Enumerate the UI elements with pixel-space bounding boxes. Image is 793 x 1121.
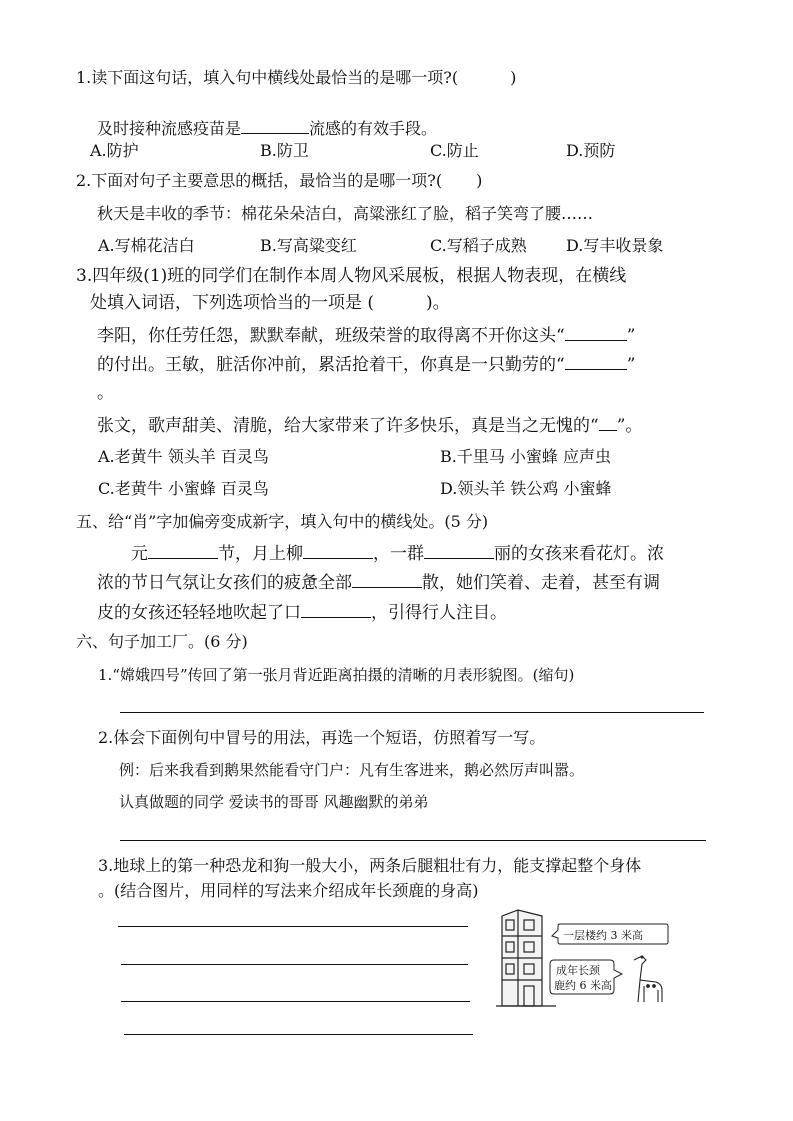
sec5-blank-2[interactable] [303, 542, 373, 559]
q3-blank-2[interactable] [565, 353, 627, 370]
sec5-l3-text-0: 皮的女孩还轻轻地吹起了口 [97, 603, 301, 623]
q1-paren-close: ) [510, 68, 517, 87]
q2-option-d[interactable]: D.写丰收景象 [566, 236, 664, 255]
sec6-q2-phrases: 认真做题的同学 爱读书的哥哥 风趣幽默的弟弟 [119, 793, 429, 811]
sec6-q2-answer-line[interactable] [120, 840, 706, 841]
sec5-line3 [97, 601, 507, 623]
sec5-l1-text-3: 丽的女孩来看花灯。浓 [494, 544, 664, 564]
q3-blank-3[interactable] [599, 414, 617, 431]
q1-option-c[interactable]: C.防止 [430, 141, 479, 160]
sec6-q3-answer-line-3[interactable] [121, 1001, 470, 1002]
q1-option-b[interactable]: B.防卫 [260, 141, 309, 160]
q3-line2-b: ” [626, 355, 636, 375]
q1-sentence-b: 流感的有效手段。 [309, 119, 438, 138]
q3-stem-2b: )。 [426, 293, 450, 313]
sec6-q3-line2: 。(结合图片，用同样的写法来介绍成年长颈鹿的身高) [98, 881, 479, 900]
sec5-title: 五、给“肖”字加偏旁变成新字，填入句中的横线处。(5 分) [76, 512, 489, 531]
sec5-blank-5[interactable] [301, 601, 371, 618]
sec6-q1-answer-line[interactable] [120, 712, 704, 713]
q3-stem-2a: 处填入词语，下列选项恰当的一项是 ( [90, 293, 375, 313]
q3-blank-1[interactable] [565, 324, 627, 341]
q2-stem-text: 2.下面对句子主要意思的概括，最恰当的是哪一项?( [76, 171, 443, 190]
q2-option-c[interactable]: C.写稻子成熟 [430, 236, 527, 255]
q3-stem-line2 [90, 293, 450, 313]
q3-line1 [97, 324, 635, 346]
q3-stem-line1: 3.四年级(1)班的同学们在制作本周人物风采展板，根据人物表现，在横线 [76, 266, 627, 286]
q1-sentence [97, 117, 437, 139]
q3-line2-a: 的付出。王敏，脏活你冲前，累活抢着干，你真是一只勤劳的“ [97, 355, 565, 375]
q1-option-d[interactable]: D.预防 [566, 141, 616, 160]
sec5-l1-text-1: 节，月上柳 [218, 544, 303, 564]
fig-label-1: 一层楼约 3 米高 [563, 929, 643, 942]
q3-option-b[interactable]: B.千里马 小蜜蜂 应声虫 [440, 447, 612, 466]
q3-option-a[interactable]: A.老黄牛 领头羊 百灵鸟 [98, 447, 269, 466]
q1-sentence-a: 及时接种流感疫苗是 [97, 119, 242, 138]
q3-option-c[interactable]: C.老黄牛 小蜜蜂 百灵鸟 [98, 479, 269, 498]
sec6-q2-example: 例：后来我看到鹅果然能看守门户：凡有生客进来，鹅必然厉声叫嚣。 [119, 761, 585, 779]
q1-option-a[interactable]: A.防护 [90, 141, 139, 160]
q2-stem [76, 171, 482, 191]
q1-blank[interactable] [241, 117, 309, 134]
building-giraffe-illustration [496, 906, 678, 1010]
giraffe-icon [634, 956, 662, 1002]
q1-stem-text: 1.读下面这句话，填入句中横线处最恰当的是哪一项?( [76, 68, 459, 87]
q3-line1-a: 李阳，你任劳任怨，默默奉献，班级荣誉的取得离不开你这头“ [97, 326, 565, 346]
building-icon [496, 910, 556, 1006]
sec6-q2: 2.体会下面例句中冒号的用法，再选一个短语，仿照着写一写。 [98, 728, 546, 747]
q3-option-d[interactable]: D.领头羊 铁公鸡 小蜜蜂 [440, 479, 612, 498]
sec5-l1-text-0: 元 [131, 544, 148, 564]
sec5-line1 [131, 542, 664, 564]
q3-line1-b: ” [626, 326, 636, 346]
q3-line4 [97, 414, 642, 436]
sec6-q3-line1: 3.地球上的第一种恐龙和狗一般大小，两条后腿粗壮有力，能支撑起整个身体 [98, 856, 642, 875]
q2-option-b[interactable]: B.写高粱变红 [260, 236, 357, 255]
q3-line2 [97, 353, 635, 375]
q3-line4-b: ”。 [616, 416, 643, 436]
q2-paren-close: ) [476, 171, 483, 190]
sec6-q3-answer-line-1[interactable] [118, 926, 468, 927]
sec5-l1-text-2: ，一群 [373, 544, 424, 564]
fig-label-2a: 成年长颈 [556, 964, 600, 977]
sec6-q3-answer-line-2[interactable] [121, 964, 468, 965]
q2-option-a[interactable]: A.写棉花洁白 [98, 236, 195, 255]
sec5-line2 [97, 571, 660, 593]
fig-label-2b: 鹿约 6 米高 [554, 979, 612, 992]
sec5-l2-text-0: 浓的节日气氛让女孩们的疲惫全部 [97, 573, 352, 593]
q3-line4-a: 张文，歌声甜美、清脆，给大家带来了许多快乐，真是当之无愧的“ [97, 416, 599, 436]
q3-line3: 。 [97, 383, 114, 403]
sec5-blank-4[interactable] [352, 571, 422, 588]
sec6-q3-answer-line-4[interactable] [124, 1034, 473, 1035]
sec6-title: 六、句子加工厂。(6 分) [76, 632, 248, 651]
sec5-blank-1[interactable] [148, 542, 218, 559]
sec5-l3-text-1: ，引得行人注目。 [371, 603, 507, 623]
sec5-blank-3[interactable] [424, 542, 494, 559]
q2-sentence: 秋天是丰收的季节：棉花朵朵洁白，高粱涨红了脸，稻子笑弯了腰…… [97, 204, 594, 223]
sec6-q1: 1.“嫦娥四号”传回了第一张月背近距离拍摄的清晰的月表形貌图。(缩句) [98, 666, 575, 684]
sec5-l2-text-1: 散，她们笑着、走着，甚至有调 [422, 573, 660, 593]
q1-stem [76, 68, 516, 88]
